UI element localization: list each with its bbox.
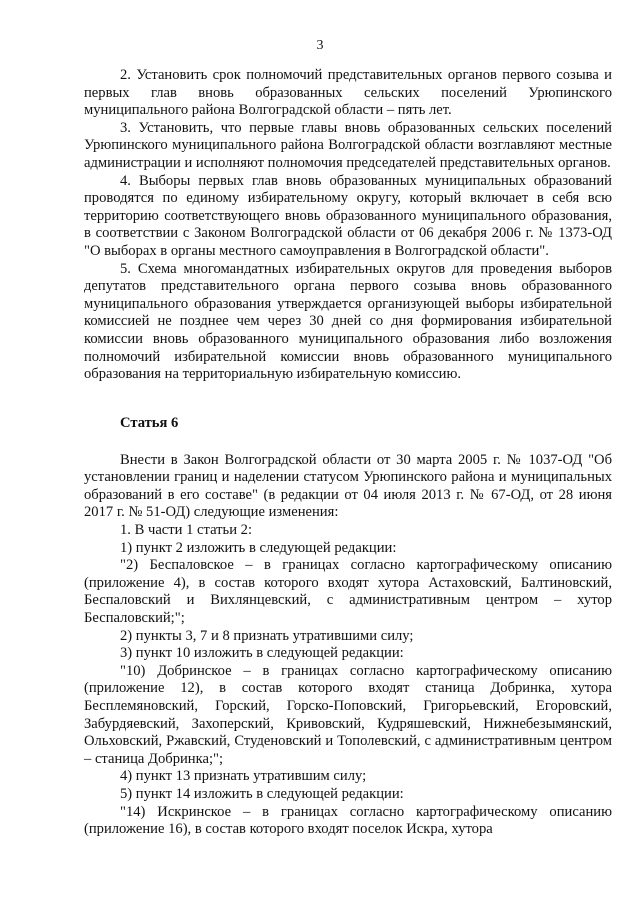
article-6-body — [84, 452, 612, 839]
paragraph-first-heads: 3. Установить, что первые главы вновь образованных сельских поселений Урюпинского муниципального района Волгоградской области возглавляют местные администрации и исполняют полномочия председателей представительных органов. — [84, 119, 612, 171]
article-heading: Статья 6 — [120, 414, 179, 431]
page-number: 3 — [316, 38, 324, 53]
paragraph-dobrinskoe: "10) Добринское – в границах согласно картографическому описанию (приложение 12), в состав которого входят станица Добринка, хутора Бесплемяновский, Горский, Горско-Поповский, Григорьевский, Егоровский, Забурдяевский, Захоперский, Кривовский, Кудряшевский, Нижнебезымянский, Ольховский, Ржавский, Студеновский и Тополевский, с административным центром – станица Добринка;"; — [84, 662, 612, 767]
paragraph-item-3: 3) пункт 10 изложить в следующей редакции: — [120, 645, 404, 662]
paragraph-item-5: 5) пункт 14 изложить в следующей редакции: — [120, 785, 404, 802]
paragraph-iskrinskoe: "14) Искринское – в границах согласно картографическому описанию (приложение 16), в состав которого входят поселок Искра, хутора — [84, 803, 612, 838]
paragraph-electoral-districts: 5. Схема многомандатных избирательных округов для проведения выборов депутатов представительного органа первого созыва вновь образованного муниципального образования утверждается организующей выборы избирательной комиссией не позднее чем через 30 дней со дня формирования избирательной комиссии вновь образованного муниципального образования либо возложения полномочий избирательной комиссии вновь образованного муниципального образования на территориальную избирательную комиссию. — [84, 260, 612, 383]
document-body — [84, 67, 612, 839]
paragraph-elections: 4. Выборы первых глав вновь образованных муниципальных образований проводятся по единому избирательному округу, который включает в себя всю территорию соответствующего вновь образованного муниципального образования, в соответствии с Законом Волгоградской области от 06 декабря 2006 г. № 1373-ОД "О выборах в органы местного самоуправления в Волгоградской области". — [84, 172, 612, 259]
paragraph-term-of-office: 2. Установить срок полномочий представительных органов первого созыва и первых глав вновь образованных сельских поселений Урюпинского муниципального района Волгоградской области – пять лет. — [84, 67, 612, 119]
paragraph-item-4: 4) пункт 13 признать утратившим силу; — [120, 768, 367, 785]
paragraph-item-2: 2) пункты 3, 7 и 8 признать утратившими силу; — [120, 627, 414, 644]
paragraph-part-1: 1. В части 1 статьи 2: — [120, 522, 253, 539]
paragraph-bespalovskoe: "2) Беспаловское – в границах согласно картографическому описанию (приложение 4), в состав которого входят хутора Астаховский, Балтиновский, Беспаловский и Вихлянцевский, с административным центром – хутор Беспаловский;"; — [84, 557, 612, 627]
paragraph-amendment-intro: Внести в Закон Волгоградской области от 30 марта 2005 г. № 1037-ОД "Об установлении границ и наделении статусом Урюпинского района и муниципальных образований в его составе" (в редакции от 04 июля 2013 г. № 67-ОД, от 28 июня 2017 г. № 51-ОД) следующие изменения: — [84, 451, 612, 521]
paragraph-item-1: 1) пункт 2 изложить в следующей редакции: — [120, 539, 397, 556]
